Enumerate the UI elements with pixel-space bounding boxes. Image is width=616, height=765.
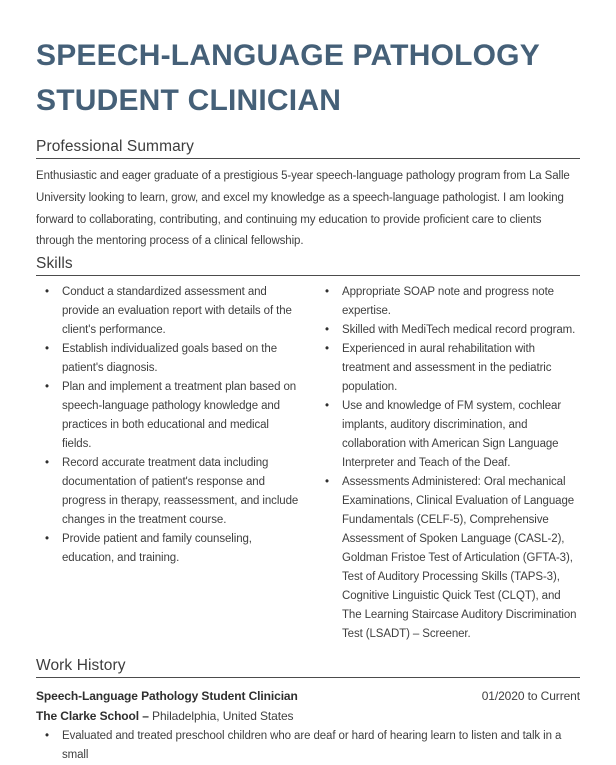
bullet-icon: • xyxy=(325,324,329,337)
skill-text: Plan and implement a treatment plan based on speech-language pathology knowledge and practices in both educational and medical fields. xyxy=(62,381,297,451)
employer-location-separator: – xyxy=(142,709,149,724)
bullet-icon: • xyxy=(45,457,49,470)
bullet-icon: • xyxy=(325,400,329,413)
skills-heading: Skills xyxy=(36,255,73,273)
skill-text: Skilled with MediTech medical record program. xyxy=(342,324,576,337)
skill-item xyxy=(325,397,580,473)
summary-heading: Professional Summary xyxy=(36,138,194,155)
skill-text: Record accurate treatment data including documentation of patient's response and progress in therapy, reassessment, and include changes in the treatment course. xyxy=(62,457,299,527)
bullet-icon: • xyxy=(325,343,329,356)
work-history-entry xyxy=(36,686,580,765)
bullet-icon: • xyxy=(45,533,49,546)
skill-item xyxy=(325,340,580,397)
bullet-icon: • xyxy=(45,286,49,299)
job-location: Philadelphia, United States xyxy=(152,709,294,724)
job-title: Speech-Language Pathology Student Clinician xyxy=(36,689,298,704)
skill-item xyxy=(45,530,300,568)
skill-item xyxy=(45,378,300,454)
bullet-icon: • xyxy=(325,286,329,299)
bullet-icon: • xyxy=(45,381,49,394)
skill-text: Use and knowledge of FM system, cochlear implants, auditory discrimination, and collaboration with American Sign Language Interpreter and Teach of the Deaf. xyxy=(342,400,562,470)
bullet-icon: • xyxy=(45,730,49,743)
resume-title: SPEECH-LANGUAGE PATHOLOGY STUDENT CLINICIAN xyxy=(36,39,540,117)
bullet-icon: • xyxy=(325,476,329,489)
skill-item xyxy=(45,283,300,340)
job-employer: The Clarke School xyxy=(36,709,139,724)
job-title-row xyxy=(36,686,580,706)
skill-text: Assessments Administered: Oral mechanical Examinations, Clinical Evaluation of Language Fundamentals (CELF-5), Comprehensive Assessment of Spoken Language (CASL-2), Goldman Fristoe Test of Articulation (GFTA-3), Test of Auditory Processing Skills (TAPS-3), Cognitive Linguistic Quick Test (CLQT), and The Learning Staircase Auditory Discrimination Test (LSADT) – Screener. xyxy=(342,476,577,641)
skill-text: Experienced in aural rehabilitation with treatment and assessment in the pediatric population. xyxy=(342,343,552,394)
skills-columns xyxy=(36,283,580,644)
skill-text: Provide patient and family counseling, education, and training. xyxy=(62,533,252,565)
skills-right-list xyxy=(316,283,580,644)
skill-text: Conduct a standardized assessment and provide an evaluation report with details of the client's performance. xyxy=(62,286,292,337)
skills-section-header xyxy=(36,256,580,276)
skill-item xyxy=(325,473,580,644)
skills-left-column xyxy=(36,283,300,644)
skills-left-list xyxy=(36,283,300,568)
bullet-icon: • xyxy=(45,343,49,356)
skills-right-column xyxy=(316,283,580,644)
work-history-section-header xyxy=(36,658,580,678)
job-dates: 01/2020 to Current xyxy=(481,689,580,704)
skill-text: Appropriate SOAP note and progress note expertise. xyxy=(342,286,554,318)
skill-item xyxy=(45,454,300,530)
job-duties-list xyxy=(36,727,580,765)
skill-item xyxy=(325,283,580,321)
job-company-row xyxy=(36,706,580,727)
skill-item xyxy=(325,321,580,340)
job-duty-text: Evaluated and treated preschool children who are deaf or hard of hearing learn to listen and talk in a small xyxy=(62,730,562,762)
skill-item xyxy=(45,340,300,378)
job-duty-item xyxy=(45,727,580,765)
skill-text: Establish individualized goals based on the patient's diagnosis. xyxy=(62,343,277,375)
work-history-heading: Work History xyxy=(36,657,126,675)
summary-section-header xyxy=(36,139,580,159)
summary-paragraph: Enthusiastic and eager graduate of a prestigious 5-year speech-language pathology program from La Salle University looking to learn, grow, and excel my knowledge as a speech-language pathologist. I am looking forward to collaborating, contributing, and continuing my education to provide proficient care to clients through the mentoring process of a clinical fellowship. xyxy=(36,170,570,248)
